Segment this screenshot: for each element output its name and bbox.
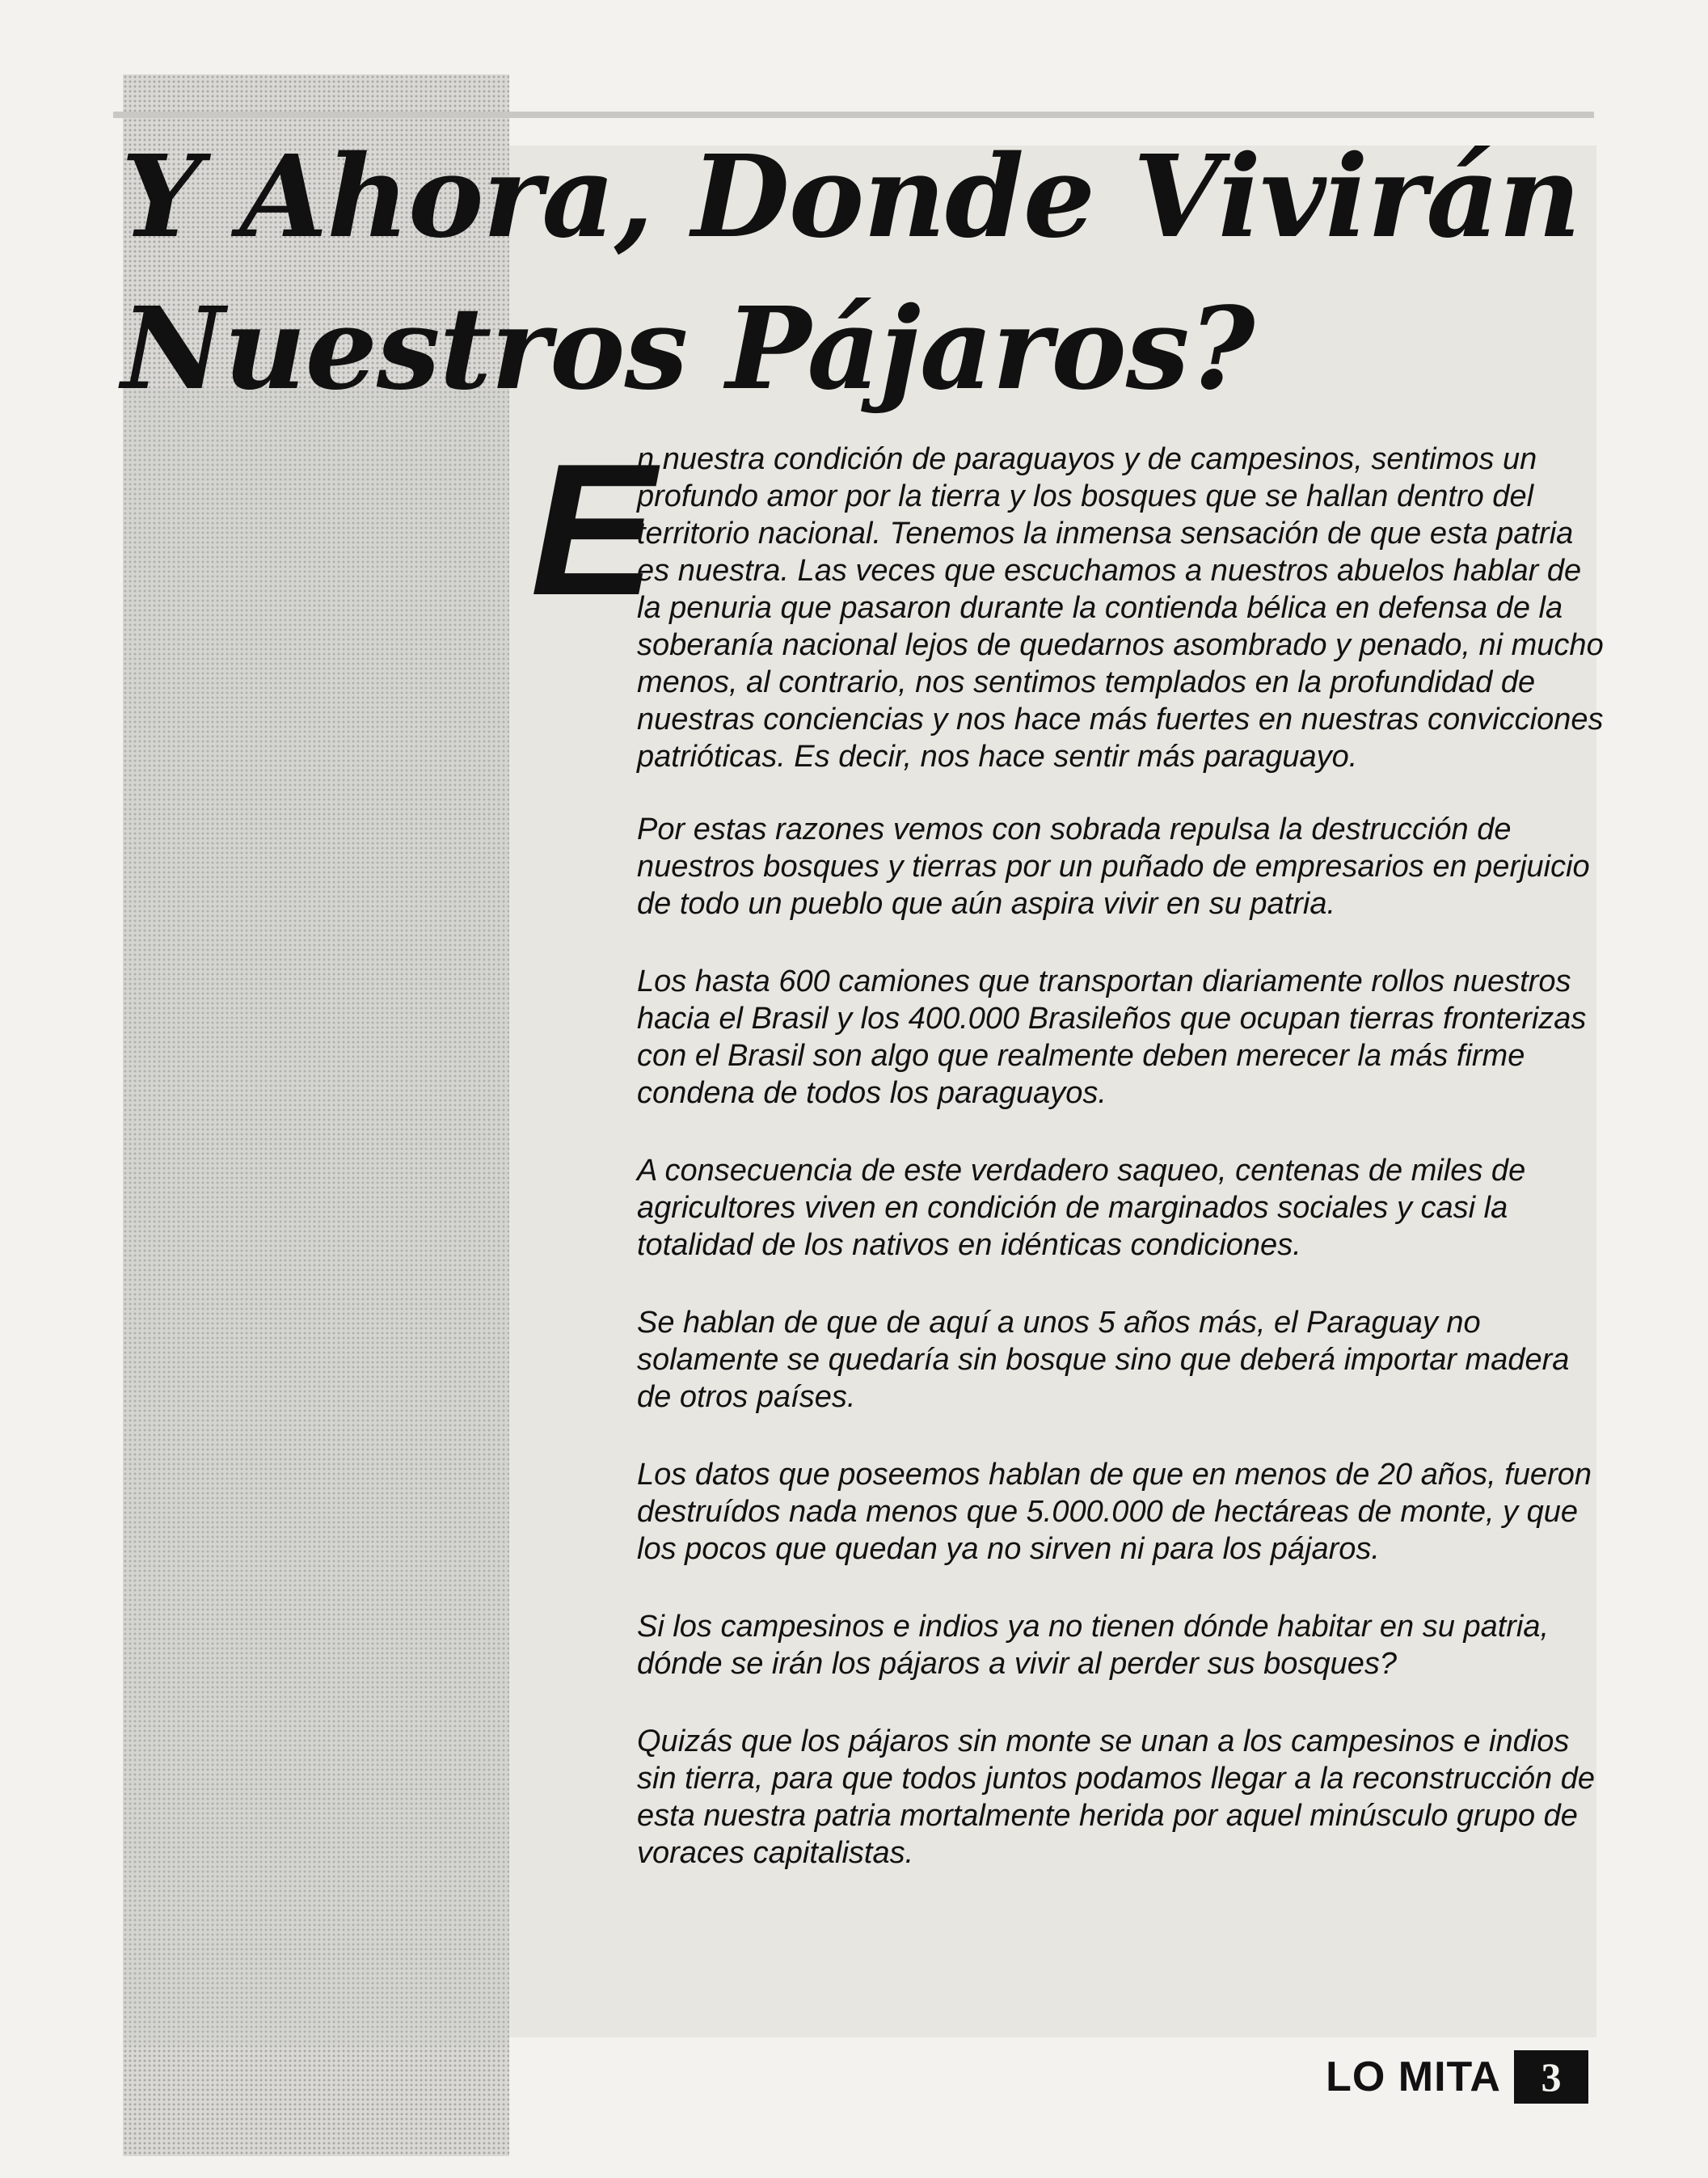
paragraph-6: Los datos que poseemos hablan de que en menos de 20 años, fueron destruídos nada menos que 5.000.000 de hectáreas de monte, y que los pocos que quedan ya no sirven ni para los pájaros. <box>637 1458 1592 1566</box>
top-rule <box>113 112 1594 118</box>
paragraph-7: Si los campesinos e indios ya no tienen dónde habitar en su patria, dónde se irán los pájaros a vivir al perder sus bosques? <box>637 1610 1550 1681</box>
paragraph-3: Los hasta 600 camiones que transportan diariamente rollos nuestros hacia el Brasil y los 400.000 Brasileños que ocupan tierras fronterizas con el Brasil son algo que realmente deben merecer la más firme condena de todos los paraguayos. <box>637 964 1587 1110</box>
page-footer <box>1326 2050 1588 2104</box>
show-through-left <box>123 388 509 2045</box>
paragraph-5: Se hablan de que de aquí a unos 5 años más, el Paraguay no solamente se quedaría sin bosque sino que deberá importar madera de otros países. <box>637 1306 1570 1414</box>
publication-name: LO MITA <box>1326 2053 1501 2100</box>
title-line-2: Nuestros Pájaros? <box>121 283 1255 416</box>
paragraph-8: Quizás que los pájaros sin monte se unan a los campesinos e indios sin tierra, para que todos juntos podamos llegar a la reconstrucción de esta nuestra patria mortalmente herida por aquel minúsculo grupo de voraces capitalistas. <box>637 1724 1596 1870</box>
page-number: 3 <box>1514 2050 1588 2104</box>
title-line-1: Y Ahora, Donde Vivirán <box>121 131 1580 264</box>
article-title <box>121 121 1609 425</box>
paragraph-2: Por estas razones vemos con sobrada repulsa la destrucción de nuestros bosques y tierras por un puñado de empresarios en perjuicio de todo un pueblo que aún aspira vivir en su patria. <box>637 813 1590 921</box>
drop-cap: E <box>530 425 656 635</box>
paragraph-4: A consecuencia de este verdadero saqueo, centenas de miles de agricultores viven en condición de marginados sociales y casi la totalidad de los nativos en idénticas condiciones. <box>637 1154 1526 1262</box>
paragraph-1: n nuestra condición de paraguayos y de campesinos, sentimos un profundo amor por la tierra y los bosques que se hallan dentro del territorio nacional. Tenemos la inmensa sensación de que esta patria es nuestra. Las veces que escuchamos a nuestros abuelos hablar de la penuria que pasaron durante la contienda bélica en defensa de la soberanía nacional lejos de quedarnos asombrado y penado, ni mucho menos, al contrario, nos sentimos templados en la profundidad de nuestras conciencias y nos hace más fuertes en nuestras convicciones patrióticas. Es decir, nos hace sentir más paraguayo. <box>637 442 1604 774</box>
article-body <box>637 441 1607 1912</box>
